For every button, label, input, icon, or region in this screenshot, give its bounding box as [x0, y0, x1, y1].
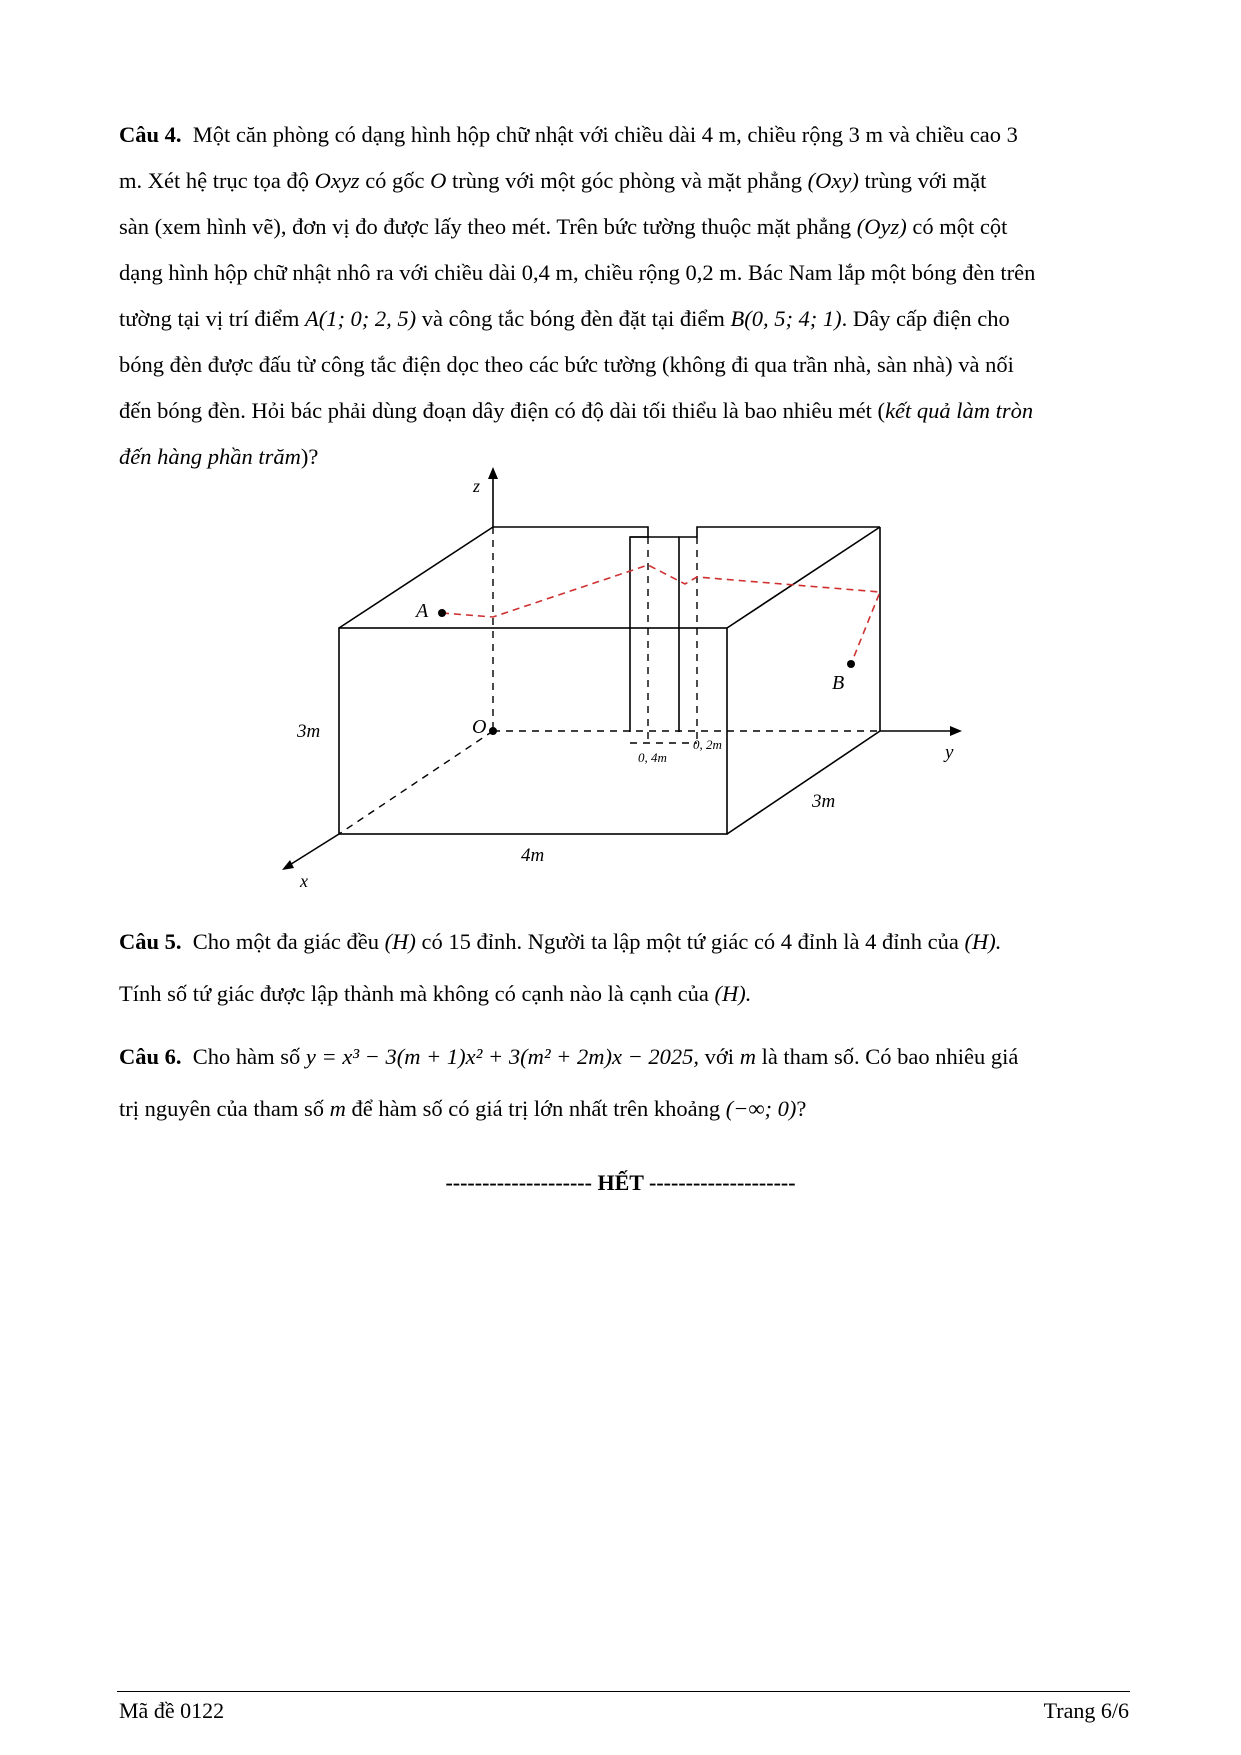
point-b-dot [847, 660, 855, 668]
q6-text-2b: để hàm số có giá trị lớn nhất trên khoảng [351, 1096, 721, 1121]
question-4-label: Câu 4. [119, 122, 182, 147]
label-b: B [832, 672, 845, 694]
label-height: 3m [297, 721, 321, 742]
q4-text-1: Một căn phòng có dạng hình hộp chữ nhật với chiều dài 4 m, chiều rộng 3 m và chiều cao 3 [192, 122, 1018, 147]
page-number: Trang 6/6 [1043, 1698, 1129, 1723]
q4-origin: O [430, 168, 447, 193]
q6-text-1b: với [704, 1044, 735, 1069]
q4-text-8a: đến hàng phần trăm [119, 444, 301, 469]
label-width: 3m [812, 791, 836, 812]
q4-text-2c: trùng với một góc phòng và mặt phẳng [452, 168, 803, 193]
q4-text-5c: . Dây cấp điện cho [841, 306, 1010, 331]
x-axis [288, 834, 339, 866]
q4-text-5b: và công tắc bóng đèn đặt tại điểm [421, 306, 725, 331]
q6-text-2c: ? [796, 1096, 807, 1121]
q4-text-2d: trùng với mặt [864, 168, 987, 193]
q5-polygon-h-2: (H). [964, 929, 1002, 954]
q5-text-1a: Cho một đa giác đều [192, 929, 379, 954]
q6-interval: (−∞; 0) [725, 1096, 797, 1121]
footer-divider [117, 1691, 1130, 1692]
q5-text-1b: có 15 đỉnh. Người ta lập một tứ giác có 4 đỉnh là 4 đỉnh của [421, 929, 959, 954]
question-6 [119, 1031, 1129, 1135]
origin-dot [489, 727, 497, 735]
q4-oxyz: Oxyz [314, 168, 360, 193]
label-column-width: 0, 2m [693, 737, 722, 752]
q4-text-3a: sàn (xem hình vẽ), đơn vị đo được lấy theo mét. Trên bức tường thuộc mặt phẳng [119, 214, 852, 239]
x-arrow [282, 860, 294, 870]
q4-text-2b: có gốc [365, 168, 425, 193]
q5-polygon-h-3: (H). [714, 981, 752, 1006]
exam-code: Mã đề 0122 [119, 1698, 225, 1723]
question-5 [119, 916, 1129, 1020]
label-o: O [472, 716, 487, 738]
q4-point-a: A(1; 0; 2, 5) [304, 306, 417, 331]
bottom-right-edge [727, 731, 880, 834]
q6-text-2a: trị nguyên của tham số [119, 1096, 324, 1121]
q6-text-1a: Cho hàm số [192, 1044, 301, 1069]
point-a-dot [438, 609, 446, 617]
y-arrow [950, 726, 962, 736]
q4-plane-oyz: (Oyz) [856, 214, 907, 239]
q4-plane-oxy: (Oxy) [807, 168, 859, 193]
q4-text-6: bóng đèn được đấu từ công tắc điện dọc theo các bức tường (không đi qua trần nhà, sàn nhà) và nối [119, 352, 1014, 377]
label-length: 4m [521, 845, 545, 866]
label-column-length: 0, 4m [638, 750, 667, 765]
q4-text-2a: m. Xét hệ trục tọa độ [119, 168, 309, 193]
q5-text-2a: Tính số tứ giác được lập thành mà không có cạnh nào là cạnh của [119, 981, 709, 1006]
wire-path [442, 565, 880, 664]
top-right-edge [727, 527, 880, 628]
question-6-label: Câu 6. [119, 1044, 182, 1069]
q4-text-8b: )? [300, 444, 319, 469]
q4-point-b: B(0, 5; 4; 1) [730, 306, 842, 331]
q5-polygon-h: (H) [384, 929, 416, 954]
q4-text-7a: đến bóng đèn. Hỏi bác phải dùng đoạn dây điện có độ dài tối thiểu là bao nhiêu mét ( [119, 398, 886, 423]
label-z: z [473, 476, 481, 496]
q6-param-m-2: m [329, 1096, 346, 1121]
q6-function: y = x³ − 3(m + 1)x² + 3(m² + 2m)x − 2025, [305, 1044, 700, 1069]
column-right-edge [679, 527, 880, 732]
end-marker: -------------------- HẾT -------------------- [445, 1170, 796, 1195]
hidden-x-edge [339, 731, 493, 834]
q4-text-5a: tường tại vị trí điểm [119, 306, 300, 331]
q4-text-4: dạng hình hộp chữ nhật nhô ra với chiều dài 0,4 m, chiều rộng 0,2 m. Bác Nam lắp một bóng đèn trên [119, 260, 1036, 285]
z-arrow [488, 467, 498, 479]
q6-param-m: m [739, 1044, 756, 1069]
label-a: A [416, 600, 429, 622]
label-x: x [300, 871, 308, 891]
label-y: y [945, 742, 954, 763]
question-5-label: Câu 5. [119, 929, 182, 954]
column-left-edge [493, 527, 648, 732]
q4-text-7b: kết quả làm tròn [885, 398, 1034, 423]
q4-text-3b: có một cột [912, 214, 1008, 239]
q6-text-1c: là tham số. Có bao nhiêu giá [761, 1044, 1019, 1069]
